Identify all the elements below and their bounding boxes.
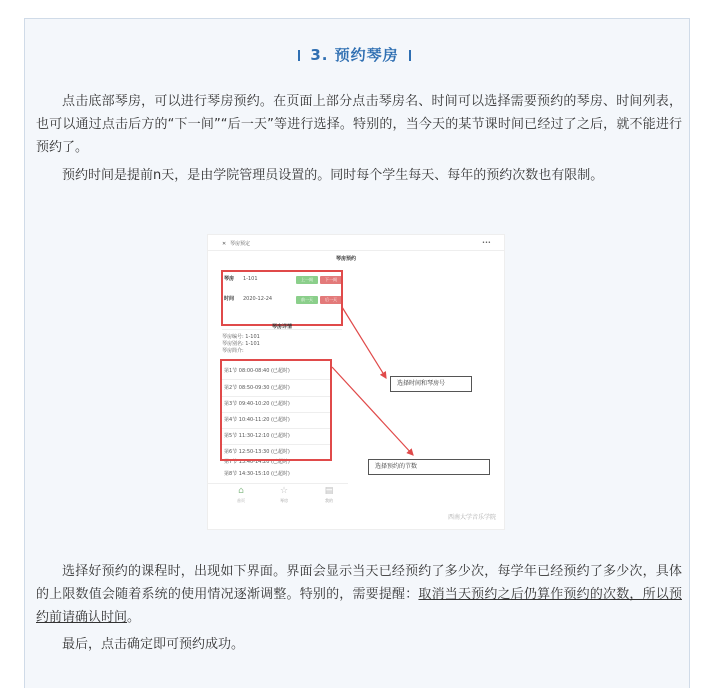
time-slot: 第8节 14:30-15:10 (已超时)	[224, 471, 290, 477]
paragraph-booking-count	[36, 560, 682, 629]
date-value: 2020-12-24	[243, 296, 273, 302]
paragraph-end: 。	[127, 610, 141, 625]
time-slot: 第3节 09:40-10:20 (已超时)	[224, 401, 290, 407]
star-icon: ☆	[279, 486, 289, 496]
time-slot: 第6节 12:50-13:30 (已超时)	[224, 449, 290, 455]
heading-bar-left	[298, 50, 300, 61]
tab-home-label: 首页	[237, 498, 245, 503]
room-value: 1-101	[243, 276, 258, 282]
time-slot: 第5节 11:30-12:10 (已超时)	[224, 433, 290, 439]
time-slot: 第2节 08:50-09:30 (已超时)	[224, 385, 290, 391]
close-icon: ✕	[222, 241, 227, 247]
paragraph-confirm: 最后，点击确定即可预约成功。	[62, 637, 245, 652]
watermark: 西南大学音乐学院	[447, 514, 496, 521]
arrow-to-callout-1	[342, 307, 386, 378]
heading-bar-right	[409, 50, 411, 61]
next-room-button: 下一间	[320, 276, 342, 284]
app-screenshot	[208, 235, 504, 529]
paragraph-booking-rules: 预约时间是提前n天，是由学院管理员设置的。同时每个学生每天、每年的预约次数也有限制。	[62, 168, 604, 183]
detail-line: 琴房别名: 1-101	[222, 341, 260, 347]
next-day-button: 后一天	[320, 296, 342, 304]
screenshot-page-title: 琴房预约	[336, 256, 357, 262]
screenshot-window-title: 琴房预定	[230, 241, 251, 247]
prev-room-button: 上一间	[296, 276, 318, 284]
cancel-warning: 取消当天预约之后仍算作预约的次数，所以预约前请确认时间	[36, 587, 682, 625]
paragraph-room-booking: 点击底部琴房，可以进行琴房预约。在页面上部分点击琴房名、时间可以选择需要预约的琴房、时间列表，也可以通过点击后方的“下一间”“后一天”等进行选择。特别的，当今天的某节课时间已经过了之后，就不能进行预约了。	[36, 94, 682, 155]
tab-mine-label: 我的	[325, 498, 333, 503]
home-icon: ⌂	[238, 486, 244, 496]
room-label: 琴房	[224, 276, 235, 282]
profile-icon: ▤	[324, 486, 334, 496]
prev-day-button: 前一天	[296, 296, 318, 304]
callout-choose-time-room: 选择时间和琴房号	[390, 376, 472, 392]
detail-line: 琴房编号: 1-101	[222, 334, 260, 340]
time-slot: 第4节 10:40-11:20 (已超时)	[224, 417, 290, 423]
paragraph-text: 选择好预约的课程时，出现如下界面。界面会显示当天已经预约了多少次，每学年已经预约了多少次，具体的上限数值会随着系统的使用情况逐渐调整。特别的，需要提醒：	[36, 564, 682, 602]
time-slot: 第1节 08:00-08:40 (已超时)	[224, 368, 290, 374]
more-icon: •••	[482, 240, 491, 246]
section-title: 3. 预约琴房	[310, 46, 399, 64]
date-label: 时间	[224, 296, 235, 302]
detail-line: 琴房简介:	[222, 348, 244, 354]
tab-room-label: 琴房	[280, 498, 288, 503]
detail-title: 琴房详情	[272, 324, 293, 330]
time-slot: 第7节 13:40-14:20 (已超时)	[224, 459, 290, 465]
callout-choose-slot: 选择预约的节数	[368, 459, 490, 475]
section-heading	[0, 44, 709, 65]
